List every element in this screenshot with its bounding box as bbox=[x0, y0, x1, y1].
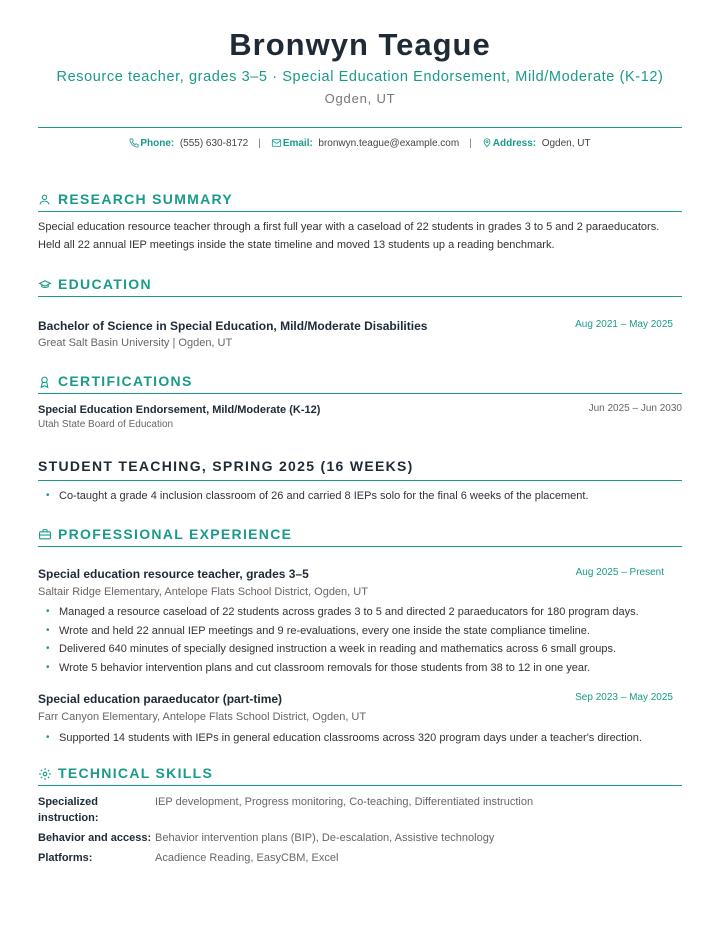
section-heading-summary bbox=[38, 191, 682, 212]
certifications-heading: CERTIFICATIONS bbox=[58, 373, 193, 389]
certification-issuer: Utah State Board of Education bbox=[38, 419, 174, 430]
email-value[interactable]: bronwyn.teague@example.com bbox=[318, 138, 460, 149]
job-org: Saltair Ridge Elementary, Antelope Flats School District, Ogden, UT bbox=[38, 586, 368, 598]
skills-table bbox=[38, 794, 682, 870]
student-teaching-bullets bbox=[38, 487, 678, 506]
student-teaching-heading: STUDENT TEACHING, SPRING 2025 (16 WEEKS) bbox=[38, 458, 414, 474]
phone-icon bbox=[129, 138, 140, 149]
list-item: • Wrote 5 behavior intervention plans and cut classroom removals for those students from 38 to 12 in one year. bbox=[38, 659, 678, 678]
list-item: • Co-taught a grade 4 inclusion classroom of 26 and carried 8 IEPs solo for the final 6 weeks of the placement. bbox=[38, 487, 678, 506]
section-heading-certifications bbox=[38, 373, 682, 394]
job-dates: Aug 2025 – Present bbox=[575, 567, 664, 578]
contact-separator: | bbox=[469, 138, 472, 149]
address-value: Ogden, UT bbox=[541, 138, 591, 149]
skill-label: Specialized instruction: bbox=[38, 796, 99, 824]
skill-label: Platforms: bbox=[38, 852, 93, 864]
skill-row bbox=[38, 830, 682, 846]
phone-value[interactable]: (555) 630-8172 bbox=[179, 138, 249, 149]
person-icon bbox=[38, 193, 51, 206]
briefcase-icon bbox=[38, 528, 52, 541]
summary-text: Special education resource teacher through a first full year with a caseload of 22 students in grades 3 to 5 and 2 paraeducators. Held all 22 annual IEP meetings inside the state timeline and moved 13 students up a reading benchmark. bbox=[38, 221, 660, 251]
job-org: Farr Canyon Elementary, Antelope Flats School District, Ogden, UT bbox=[38, 711, 367, 723]
candidate-location: Ogden, UT bbox=[324, 91, 396, 106]
email-icon bbox=[271, 138, 283, 149]
certification-title: Special Education Endorsement, Mild/Moderate (K-12) bbox=[38, 404, 321, 416]
address-label: Address: bbox=[492, 138, 537, 149]
phone-label: Phone: bbox=[140, 138, 175, 149]
section-heading-experience bbox=[38, 526, 682, 547]
skill-row bbox=[38, 850, 682, 866]
job-title: Special education resource teacher, grades 3–5 bbox=[38, 567, 309, 581]
award-icon bbox=[38, 375, 51, 389]
location-pin-icon bbox=[482, 138, 493, 149]
contact-line bbox=[0, 137, 720, 149]
graduation-cap-icon bbox=[38, 278, 52, 291]
header-divider bbox=[38, 127, 682, 128]
skill-value: Acadience Reading, EasyCBM, Excel bbox=[155, 852, 339, 864]
skill-label: Behavior and access: bbox=[38, 832, 152, 844]
list-item: • Wrote and held 22 annual IEP meetings and 9 re-evaluations, every one inside the state compliance timeline. bbox=[38, 622, 678, 641]
job-bullets bbox=[38, 603, 678, 678]
education-dates: Aug 2021 – May 2025 bbox=[575, 319, 673, 330]
section-heading-education bbox=[38, 276, 682, 297]
education-heading: EDUCATION bbox=[58, 276, 152, 292]
section-heading-student-teaching bbox=[38, 458, 682, 481]
list-item: • Managed a resource caseload of 22 students across grades 3 to 5 and directed 2 paraeducators for 180 program days. bbox=[38, 603, 678, 622]
job-dates: Sep 2023 – May 2025 bbox=[575, 692, 673, 703]
skill-value: IEP development, Progress monitoring, Co-teaching, Differentiated instruction bbox=[155, 796, 534, 808]
list-item: • Supported 14 students with IEPs in general education classrooms across 320 program days under a teacher's direction. bbox=[38, 729, 678, 748]
section-heading-skills bbox=[38, 765, 682, 786]
email-label: Email: bbox=[282, 138, 313, 149]
skill-value: Behavior intervention plans (BIP), De-escalation, Assistive technology bbox=[155, 832, 495, 844]
candidate-tagline: Resource teacher, grades 3–5 · Special Education Endorsement, Mild/Moderate (K-12) bbox=[56, 69, 664, 85]
contact-separator: | bbox=[258, 138, 261, 149]
skill-row bbox=[38, 794, 682, 826]
summary-heading: RESEARCH SUMMARY bbox=[58, 191, 234, 207]
job-title: Special education paraeducator (part-time) bbox=[38, 692, 283, 706]
job-bullets bbox=[38, 729, 678, 748]
gear-icon bbox=[38, 767, 52, 781]
education-school: Great Salt Basin University | Ogden, UT bbox=[38, 337, 233, 349]
education-degree: Bachelor of Science in Special Education, Mild/Moderate Disabilities bbox=[38, 319, 428, 333]
certification-dates: Jun 2025 – Jun 2030 bbox=[588, 403, 682, 414]
experience-heading: PROFESSIONAL EXPERIENCE bbox=[58, 526, 293, 542]
list-item: • Delivered 640 minutes of specially designed instruction a week in reading and mathematics across 6 small groups. bbox=[38, 640, 678, 659]
skills-heading: TECHNICAL SKILLS bbox=[58, 765, 214, 781]
candidate-name: Bronwyn Teague bbox=[229, 27, 491, 62]
